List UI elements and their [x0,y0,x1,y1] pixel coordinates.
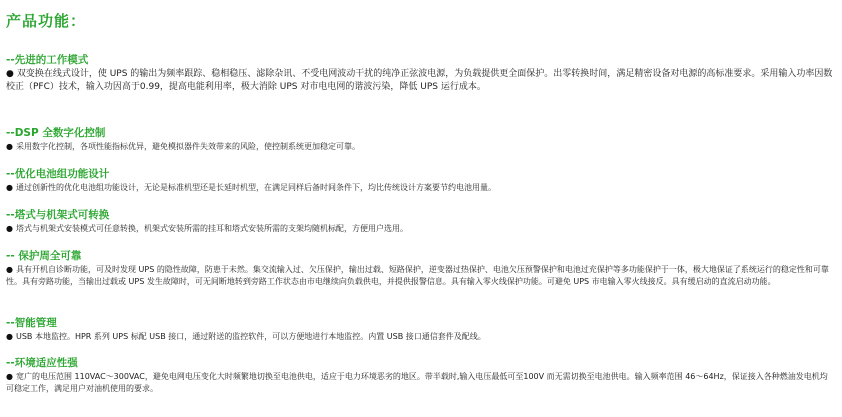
section-heading: --塔式与机架式可转换 [6,209,110,221]
bullet-icon: ● [6,224,13,233]
section-heading: -- 保护周全可靠 [6,250,82,262]
bullet-icon: ● [6,69,14,79]
section-heading: --智能管理 [6,317,57,329]
section-tower-rack [6,208,834,235]
section-text: 具有开机自诊断功能，可及时发现 UPS 的隐性故障，防患于未然。集交流输入过、欠压保护，输出过载、短路保护，逆变器过热保护、电池欠压预警保护和电池过充保护等多功能保护于一体，极大地保证了系统运行的稳定性和可靠性。具有旁路功能，当输出过载或 UPS 发生故障时，可无间断地转到旁路工作状态由市电继续向负载供电，并提供报警信息。具有输入零火线保护功能。可避免 UPS 市电输入零火线接反。具有缓启动的直流启动功能。 [6,265,829,286]
bullet-icon: ● [6,142,13,151]
section-text: 宽广的电压范围 110VAC～300VAC，避免电网电压变化大时频繁地切换至电池供电，适应于电力环境恶劣的地区。带半载时,输入电压最低可至100V 而无需切换至电池供电。输入频率范围 46～64Hz，保证接入各种燃油发电机均可稳定工作，满足用户对油机使用的要求。 [6,372,828,393]
section-protection [6,249,834,288]
section-smart-management [6,316,834,343]
section-environment [6,356,834,395]
section-battery-design [6,167,834,194]
section-heading: --先进的工作模式 [6,54,89,66]
section-text: 采用数字化控制，各项性能指标优异，避免模拟器件失效带来的风险，使控制系统更加稳定可靠。 [15,142,360,151]
section-dsp-control [6,126,834,153]
section-advanced-mode [6,53,834,94]
section-heading: --DSP 全数字化控制 [6,127,106,139]
bullet-icon: ● [6,332,13,341]
section-heading: --环境适应性强 [6,357,78,369]
page-title: 产品功能： [6,12,87,30]
section-text: 塔式与机架式安装模式可任意转换，机架式安装所需的挂耳和塔式安装所需的支架均随机标配，方便用户选用。 [15,224,408,233]
bullet-icon: ● [6,372,13,381]
section-text: USB 本地监控。HPR 系列 UPS 标配 USB 接口，通过附送的监控软件，可以方便地进行本地监控。内置 USB 接口通信套件及配线。 [15,332,486,341]
section-text: 通过创新性的优化电池组功能设计，无论是标准机型还是长延时机型，在满足同样后备时间条件下，均比传统设计方案要节约电池用量。 [15,183,496,192]
bullet-icon: ● [6,265,13,274]
section-text: 双变换在线式设计，使 UPS 的输出为频率跟踪、稳相稳压、滤除杂讯、不受电网波动干扰的纯净正弦波电源，为负载提供更全面保护。出零转换时间，满足精密设备对电源的高标准要求。采用输入功率因数校正（PFC）技术，输入功因高于0.99，提高电能利用率，极大消除 UPS 对市电电网的谐波污染，降低 UPS 运行成本。 [6,69,833,92]
section-heading: --优化电池组功能设计 [6,168,110,180]
bullet-icon: ● [6,183,13,192]
